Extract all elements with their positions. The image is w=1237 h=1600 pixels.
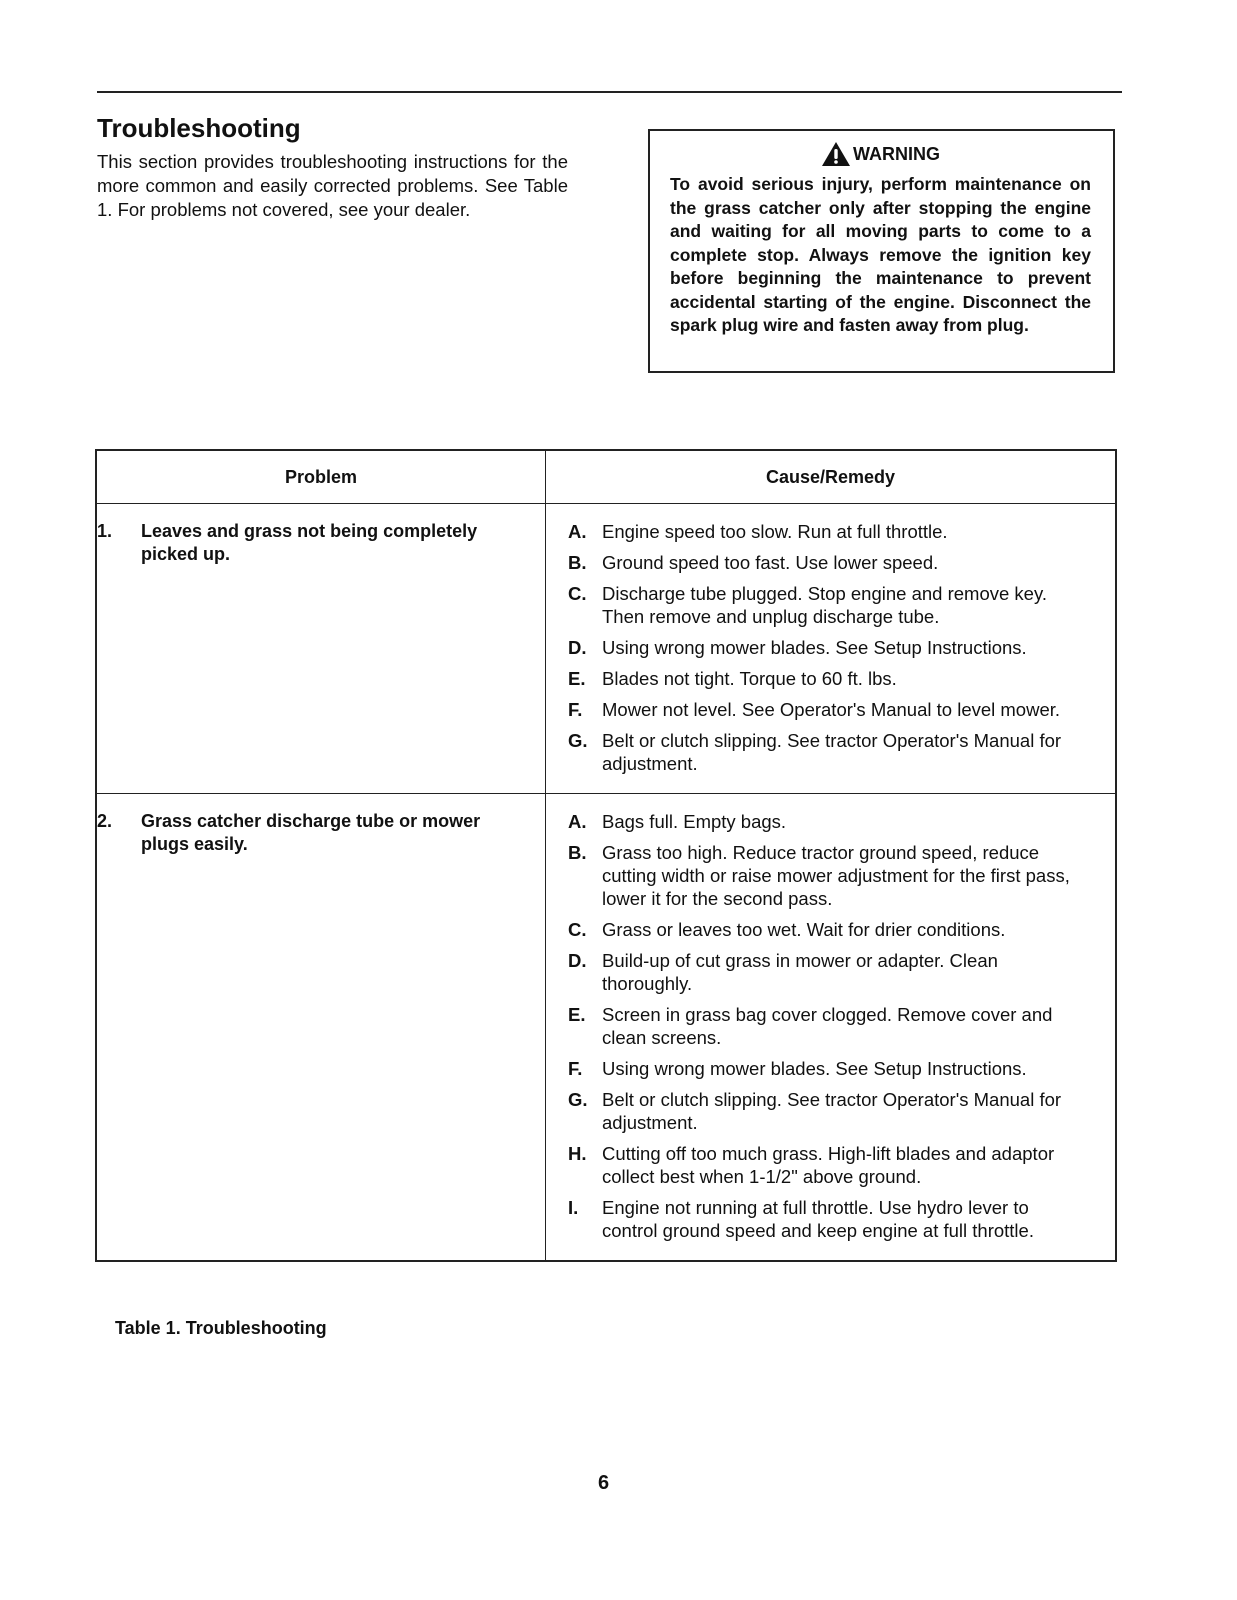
intro-paragraph: This section provides troubleshooting instructions for the more common and easily corrected problems. See Table 1. For problems not covered, see your dealer. [97,151,568,220]
remedy-text: Engine not running at full throttle. Use hydro lever to control ground speed and keep engine at full throttle. [602,1197,1034,1241]
problem-number: 1. [97,521,113,541]
remedy-text: Blades not tight. Torque to 60 ft. lbs. [602,668,897,689]
warning-triangle-icon [821,141,851,167]
remedy-letter: I. [568,1197,579,1218]
warning-box [648,129,1115,373]
top-rule [97,91,1122,93]
remedy-item [568,1196,1085,1242]
remedy-item [568,698,1085,721]
remedy-text: Grass or leaves too wet. Wait for drier conditions. [602,919,1006,940]
remedy-letter: D. [568,950,587,971]
remedy-letter: A. [568,521,587,542]
remedy-letter: B. [568,552,587,573]
remedy-item [568,520,1085,543]
warning-heading-row [670,141,1091,167]
remedy-text: Discharge tube plugged. Stop engine and remove key. Then remove and unplug discharge tube. [602,583,1047,627]
remedy-item [568,729,1085,775]
remedy-letter: A. [568,811,587,832]
remedy-letter: G. [568,1089,588,1110]
remedy-text: Build-up of cut grass in mower or adapter. Clean thoroughly. [602,950,998,994]
remedy-item [568,667,1085,690]
remedy-letter: G. [568,730,588,751]
remedy-text: Screen in grass bag cover clogged. Remove cover and clean screens. [602,1004,1053,1048]
remedy-text: Grass too high. Reduce tractor ground speed, reduce cutting width or raise mower adjustment for the first pass, lower it for the second pass. [602,842,1070,909]
troubleshooting-table [95,449,1117,1262]
remedy-item [568,1003,1085,1049]
section-title: Troubleshooting [97,113,301,143]
remedy-letter: C. [568,919,587,940]
problem-cell [96,794,546,1262]
problem-cell [96,504,546,794]
remedy-text: Using wrong mower blades. See Setup Instructions. [602,637,1027,658]
remedy-letter: H. [568,1143,587,1164]
table-row [96,794,1116,1262]
remedy-cell [546,794,1117,1262]
header-cause-remedy: Cause/Remedy [546,450,1117,504]
table-row [96,504,1116,794]
remedy-item [568,582,1085,628]
remedy-text: Bags full. Empty bags. [602,811,787,832]
remedy-item [568,1088,1085,1134]
remedy-item [568,1142,1085,1188]
remedy-text: Cutting off too much grass. High-lift blades and adaptor collect best when 1-1/2" above ground. [602,1143,1055,1187]
remedy-cell [546,504,1117,794]
remedy-item [568,918,1085,941]
remedy-letter: E. [568,668,586,689]
remedy-item [568,551,1085,574]
remedy-letter: F. [568,1058,583,1079]
warning-text: To avoid serious injury, perform maintenance on the grass catcher only after stopping the engine and waiting for all moving parts to come to a complete stop. Always remove the ignition key before beginning the maintenance to prevent accidental starting of the engine. Disconnect the spark plug wire and fasten away from plug. [670,174,1091,335]
remedy-item [568,636,1085,659]
problem-text [97,520,521,566]
remedy-letter: D. [568,637,587,658]
problem-number: 2. [97,811,113,831]
problem-text [97,810,521,856]
remedy-item [568,949,1085,995]
remedy-text: Belt or clutch slipping. See tractor Operator's Manual for adjustment. [602,1089,1062,1133]
remedy-letter: F. [568,699,583,720]
problem-description: Leaves and grass not being completely picked up. [141,521,478,564]
table-header-row [96,450,1116,504]
header-problem: Problem [96,450,546,504]
remedy-letter: B. [568,842,587,863]
warning-heading: WARNING [853,143,940,164]
remedy-text: Ground speed too fast. Use lower speed. [602,552,939,573]
problem-description: Grass catcher discharge tube or mower plugs easily. [141,811,481,854]
table-caption: Table 1. Troubleshooting [115,1318,327,1338]
remedy-text: Using wrong mower blades. See Setup Instructions. [602,1058,1027,1079]
remedy-text: Engine speed too slow. Run at full throttle. [602,521,948,542]
remedy-item [568,841,1085,910]
remedy-letter: E. [568,1004,586,1025]
remedy-text: Belt or clutch slipping. See tractor Operator's Manual for adjustment. [602,730,1062,774]
remedy-item [568,1057,1085,1080]
page-number: 6 [598,1472,610,1494]
remedy-item [568,810,1085,833]
remedy-letter: C. [568,583,587,604]
remedy-text: Mower not level. See Operator's Manual to level mower. [602,699,1061,720]
